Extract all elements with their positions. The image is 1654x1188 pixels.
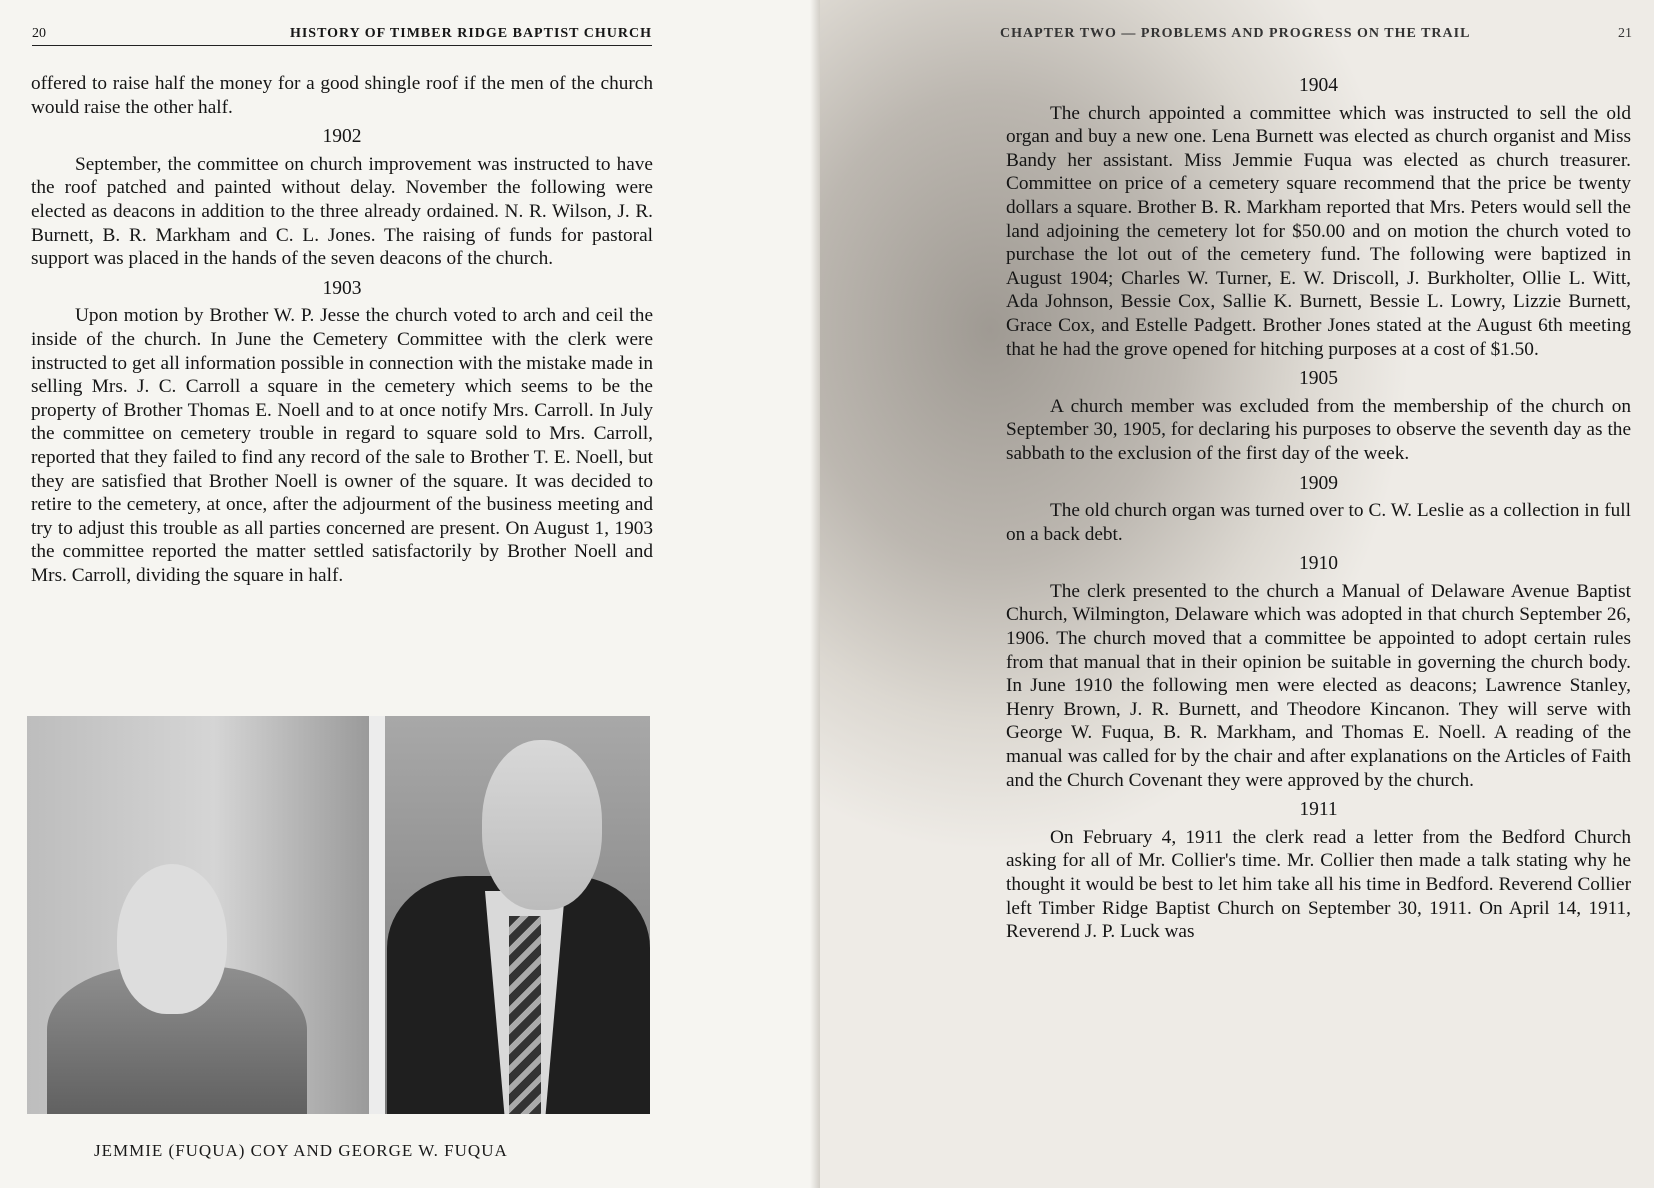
year-heading: 1903 — [322, 277, 362, 299]
section-paragraph: The old church organ was turned over to C. W. Leslie as a collection in full on a back debt. — [1006, 500, 1631, 545]
photo-man-tie — [509, 916, 541, 1114]
running-head-title: CHAPTER TWO — PROBLEMS AND PROGRESS ON THE TRAIL — [1000, 26, 1471, 41]
section-paragraph: The church appointed a committee which was instructed to sell the old organ and buy a new one. Lena Burnett was elected as church organist and Miss Bandy her assistant. Miss Jemmie Fuqua was elected as church treasurer. Committee on price of a cemetery square recommend that the price be twenty dollars a square. Brother B. R. Markham reported that Mrs. Peters would sell the land adjoining the cemetery lot for $50.00 and on motion the church voted to purchase the lot out of the cemetery fund. The following were baptized in August 1904; Charles W. Turner, E. W. Driscoll, J. Burkholter, Ollie L. Witt, Ada Johnson, Bessie Cox, Sallie K. Burnett, Bessie L. Lowry, Lizzie Burnett, Grace Cox, and Estelle Padgett. Brother Jones stated at the August 6th meeting that he had the grove opened for hitching purposes at a cost of $1.50. — [1006, 102, 1631, 360]
year-heading: 1904 — [1299, 75, 1338, 96]
photo-caption: JEMMIE (FUQUA) COY AND GEORGE W. FUQUA — [94, 1141, 508, 1160]
section-paragraph: September, the committee on church improvement was instructed to have the roof patched and painted without delay. November the following were elected as deacons in addition to the three already ordained. N. R. Wilson, J. R. Burnett, B. R. Markham and C. L. Jones. The raising of funds for pastoral support was placed in the hands of the seven deacons of the church. — [31, 153, 653, 270]
photo-man-head — [482, 740, 602, 910]
page-number: 21 — [1618, 26, 1632, 41]
year-heading: 1905 — [1299, 368, 1338, 390]
section-paragraph: Upon motion by Brother W. P. Jesse the church voted to arch and ceil the inside of the church. In June the Cemetery Committee with the clerk were instructed to get all information possible in connection with the mistake made in selling Mrs. J. C. Carroll a square in the cemetery which seems to be the property of Brother Thomas E. Noell and to at once notify Mrs. Carroll. In July the committee on cemetery trouble in regard to square sold to Mrs. Carroll, reported that they failed to find any record of the sale to Brother T. E. Noell, but they are satisfied that Brother Noell is owner of the square. It was decided to retire to the cemetery, at once, after the adjourment of the business meeting and try to adjust this trouble as all parties concerned are present. On August 1, 1903 the committee reported the matter settled satisfactorily by Brother Noell and Mrs. Carroll, dividing the square in half. — [31, 305, 653, 586]
year-heading: 1909 — [1299, 472, 1338, 494]
right-text-column — [1006, 68, 1631, 944]
left-page — [0, 0, 820, 1188]
opening-paragraph: offered to raise half the money for a good shingle roof if the men of the church would raise the other half. — [31, 73, 653, 118]
section-paragraph: On February 4, 1911 the clerk read a letter from the Bedford Church asking for all of Mr. Collier's time. Mr. Collier then made a talk stating why he thought it would be best to let him take all his time in Bedford. Reverend Collier left Timber Ridge Baptist Church on September 30, 1911. On April 14, 1911, Reverend J. P. Luck was — [1006, 826, 1631, 943]
year-heading: 1902 — [322, 126, 362, 148]
section-paragraph: The clerk presented to the church a Manual of Delaware Avenue Baptist Church, Wilmington, Delaware which was adopted in that church September 26, 1906. The church moved that a committee be appointed to adopt certain rules from that manual that in their opinion be suitable in governing the church body. In June 1910 the following men were elected as deacons; Lawrence Stanley, Henry Brown, J. R. Burnett, and Theodore Kincanon. They will serve with George W. Fuqua, B. R. Markham, and Thomas E. Noell. A reading of the manual was called for by the chair and after explanations on the Articles of Faith and the Church Covenant they were approved by the church. — [1006, 580, 1631, 791]
year-heading: 1910 — [1299, 553, 1338, 575]
portrait-photo — [27, 716, 650, 1114]
section-paragraph: A church member was excluded from the membership of the church on September 30, 1905, for declaring his purposes to observe the seventh day as the sabbath to the exclusion of the first day of the week. — [1006, 395, 1631, 464]
right-running-head — [1000, 20, 1632, 45]
photo-woman-head — [117, 864, 227, 1014]
left-text-column — [31, 72, 653, 587]
page-number: 20 — [32, 26, 46, 41]
left-running-head — [32, 20, 652, 46]
photo-background-post — [369, 716, 385, 1114]
running-head-title: HISTORY OF TIMBER RIDGE BAPTIST CHURCH — [289, 26, 652, 41]
year-heading: 1911 — [1299, 799, 1338, 821]
